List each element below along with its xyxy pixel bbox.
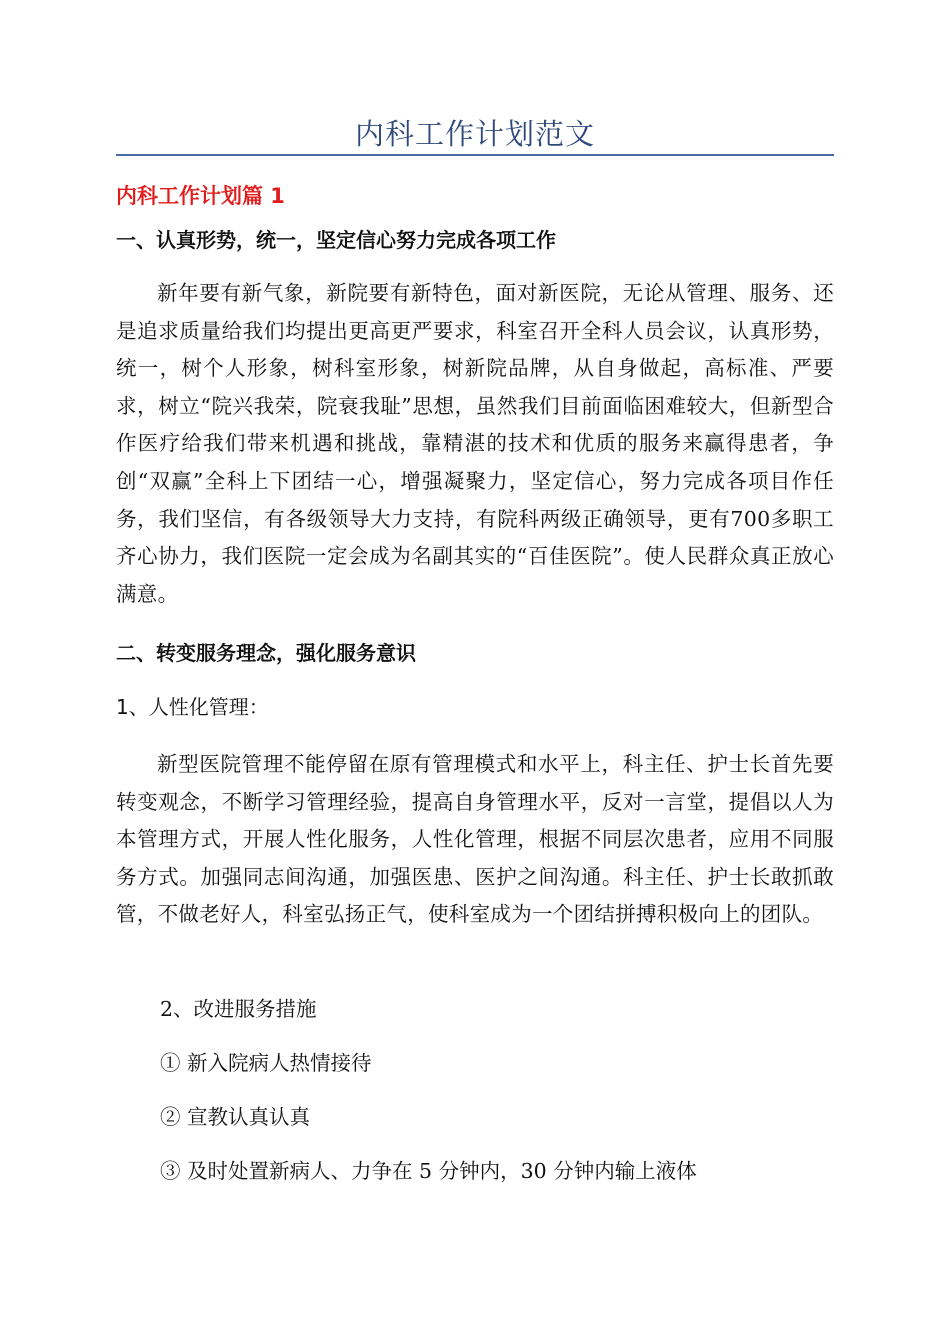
paragraph-1: 新年要有新气象，新院要有新特色，面对新医院，无论从管理、服务、还是追求质量给我们均提出更高更严要求，科室召开全科人员会议，认真形势，统一，树个人形象，树科室形象，树新院品牌，从自身做起，高标准、严要求，树立“院兴我荣，院衰我耻”思想，虽然我们目前面临困难较大，但新型合作医疗给我们带来机遇和挑战，靠精湛的技术和优质的服务来赢得患者，争创“双赢”全科上下团结一心，增强凝聚力，坚定信心，努力完成各项目作任务，我们坚信，有各级领导大力支持，有院科两级正确领导，更有700多职工齐心协力，我们医院一定会成为名副其实的“百佳医院”。使人民群众真正放心满意。 (116, 281, 834, 606)
paragraph-2: 新型医院管理不能停留在原有管理模式和水平上，科主任、护士长首先要转变观念，不断学习管理经验，提高自身管理水平，反对一言堂，提倡以人为本管理方式，开展人性化服务，人性化管理，根据不同层次患者，应用不同服务方式。加强同志间沟通，加强医患、医护之间沟通。科主任、护士长敢抓敢管，不做老好人，科室弘扬正气，使科室成为一个团结拼搏积极向上的团队。 (116, 752, 834, 927)
title-underline (116, 154, 834, 156)
list-item: ② 宣教认真认真 (160, 1105, 311, 1129)
heading-2: 二、转变服务理念，强化服务意识 (116, 641, 416, 665)
document-title: 内科工作计划范文 (354, 117, 595, 151)
list-item: ③ 及时处置新病人、力争在 5 分钟内，30 分钟内输上液体 (160, 1159, 697, 1183)
heading-1: 一、认真形势，统一，坚定信心努力完成各项工作 (116, 228, 556, 252)
section-title: 内科工作计划篇 1 (116, 184, 285, 208)
subheading-2: 2、改进服务措施 (160, 997, 317, 1021)
list-item: ① 新入院病人热情接待 (160, 1051, 372, 1075)
subheading-1: 1、人性化管理： (116, 695, 269, 719)
